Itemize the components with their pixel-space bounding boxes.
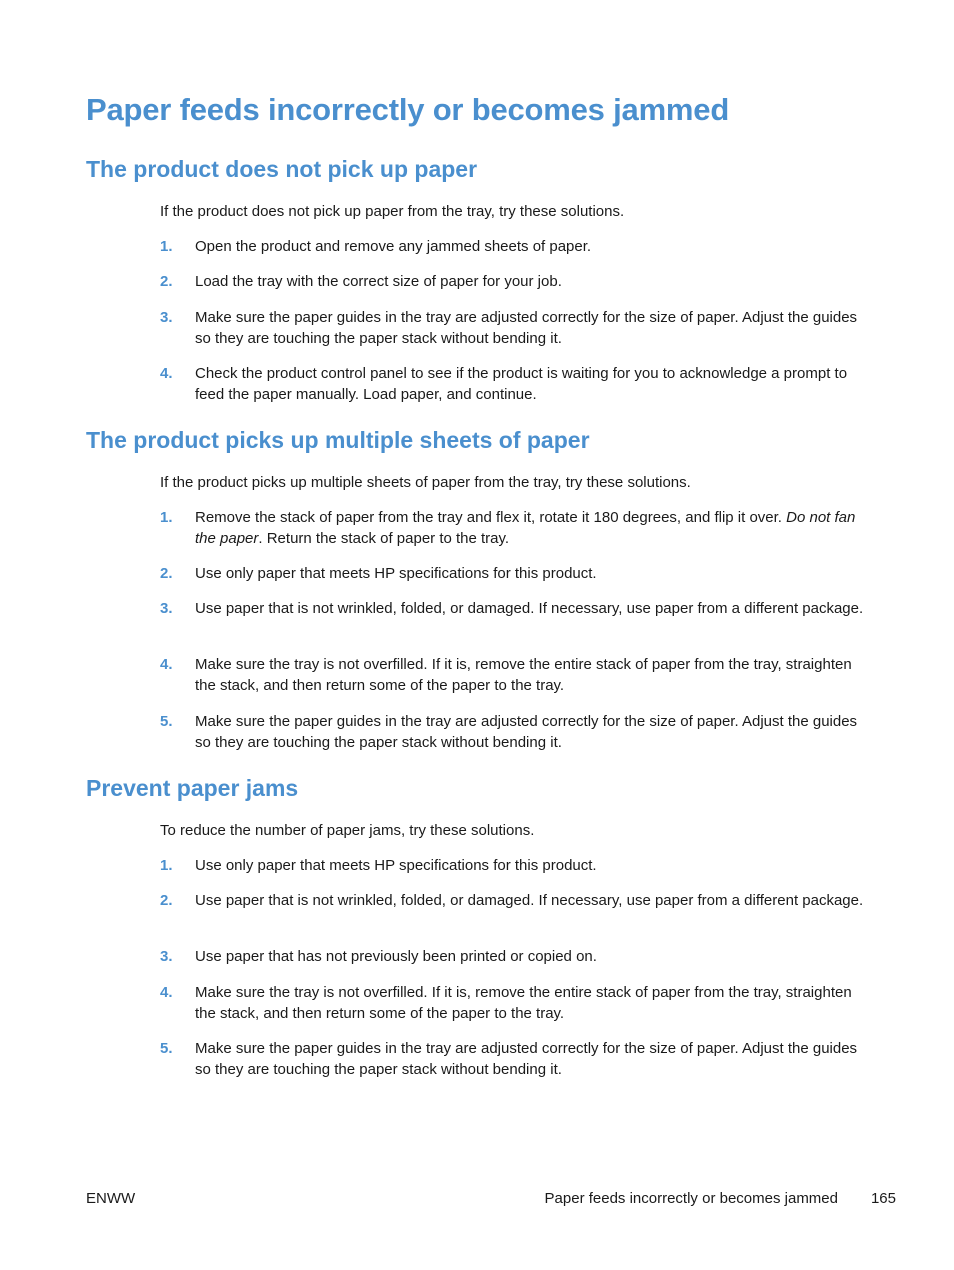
list-text: Check the product control panel to see if the product is waiting for you to acknowledge a prompt to feed the paper manually. Load paper, and continue. — [195, 365, 848, 403]
list-number: 2. — [160, 273, 173, 290]
list-text: Use paper that is not wrinkled, folded, or damaged. If necessary, use paper from a different package. — [195, 600, 864, 617]
list-text: Open the product and remove any jammed sheets of paper. — [195, 238, 592, 255]
list-text: Make sure the paper guides in the tray are adjusted correctly for the size of paper. Adjust the guides so they are touching the paper stack without bending it. — [195, 1040, 858, 1078]
section-heading-multiple-sheets: The product picks up multiple sheets of paper — [86, 427, 590, 453]
section-intro: To reduce the number of paper jams, try these solutions. — [160, 822, 535, 839]
list-number: 1. — [160, 509, 173, 526]
section-intro: If the product does not pick up paper from the tray, try these solutions. — [160, 203, 625, 220]
section-heading-prevent-jams: Prevent paper jams — [86, 775, 299, 801]
list-item — [160, 508, 876, 549]
footer-page-number: 165 — [870, 1190, 896, 1207]
list-number: 3. — [160, 309, 173, 326]
list-text: Use paper that is not wrinkled, folded, or damaged. If necessary, use paper from a different package. — [195, 892, 864, 909]
list-number: 1. — [160, 857, 173, 874]
list-number: 2. — [160, 892, 173, 909]
emphasis-text: Do not fan the paper — [195, 509, 856, 547]
list-item — [160, 947, 876, 968]
list-item — [160, 1039, 876, 1080]
list-text: Load the tray with the correct size of paper for your job. — [195, 273, 562, 290]
list-number: 3. — [160, 600, 173, 617]
list-text: Make sure the tray is not overfilled. If it is, remove the entire stack of paper from the tray, straighten the stack, and then return some of the paper to the tray. — [195, 984, 852, 1022]
list-text: Make sure the tray is not overfilled. If it is, remove the entire stack of paper from the tray, straighten the stack, and then return some of the paper to the tray. — [195, 656, 852, 694]
list-item — [160, 983, 876, 1024]
footer-chapter: Paper feeds incorrectly or becomes jammed — [544, 1190, 838, 1207]
list-number: 1. — [160, 238, 173, 255]
list-number: 5. — [160, 1040, 173, 1057]
list-text: Remove the stack of paper from the tray and flex it, rotate it 180 degrees, and flip it over. Do not fan the paper. Return the stack of paper to the tray. — [195, 509, 856, 547]
list-item — [160, 712, 876, 753]
list-item — [160, 599, 876, 620]
list-number: 4. — [160, 984, 173, 1001]
list-number: 3. — [160, 948, 173, 965]
list-number: 4. — [160, 365, 173, 382]
list-number: 2. — [160, 565, 173, 582]
list-text: Make sure the paper guides in the tray are adjusted correctly for the size of paper. Adjust the guides so they are touching the paper stack without bending it. — [195, 309, 858, 347]
section-heading-no-pickup: The product does not pick up paper — [86, 156, 478, 182]
list-item — [160, 308, 876, 349]
list-item — [160, 655, 876, 696]
list-item — [160, 891, 876, 912]
footer-left: ENWW — [86, 1190, 136, 1207]
list-text: Make sure the paper guides in the tray are adjusted correctly for the size of paper. Adjust the guides so they are touching the paper stack without bending it. — [195, 713, 858, 751]
list-text: Use only paper that meets HP specifications for this product. — [195, 857, 597, 874]
list-item — [160, 237, 876, 258]
page-title: Paper feeds incorrectly or becomes jammed — [86, 92, 730, 127]
list-item — [160, 272, 876, 293]
list-number: 4. — [160, 656, 173, 673]
list-item — [160, 856, 876, 877]
list-item — [160, 564, 876, 585]
list-number: 5. — [160, 713, 173, 730]
list-item — [160, 364, 876, 405]
list-text: Use only paper that meets HP specifications for this product. — [195, 565, 597, 582]
list-text: Use paper that has not previously been printed or copied on. — [195, 948, 597, 965]
section-intro: If the product picks up multiple sheets of paper from the tray, try these solutions. — [160, 474, 691, 491]
